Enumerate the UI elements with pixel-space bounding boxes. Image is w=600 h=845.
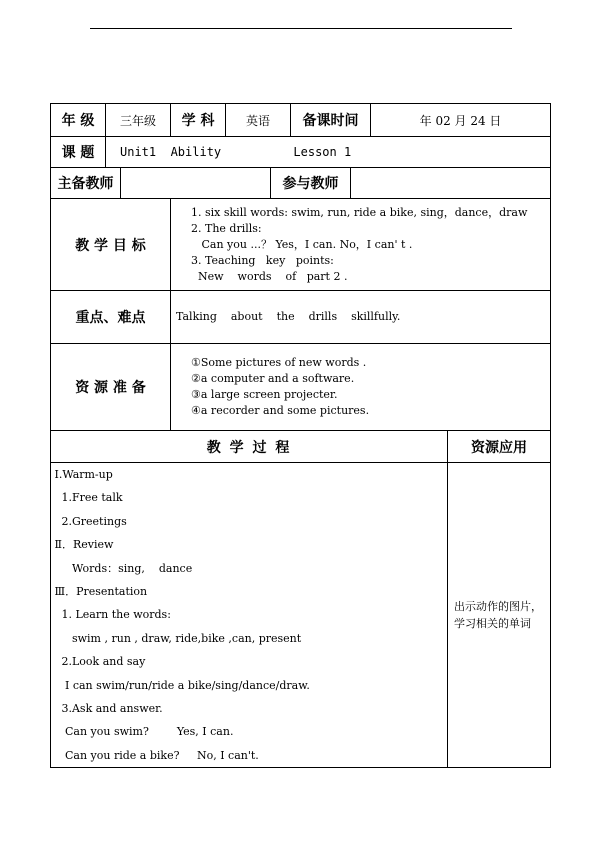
resource-line: ②a computer and a software. bbox=[191, 372, 355, 385]
resource-note-line: 学习相关的单词 bbox=[454, 617, 532, 631]
process-line: 2.Look and say bbox=[51, 655, 146, 669]
row-process-header bbox=[51, 431, 551, 463]
process-line: swim , run , draw, ride,bike ,can, present bbox=[51, 631, 302, 645]
objectives-content bbox=[171, 199, 551, 291]
process-line: 1.Free talk bbox=[51, 491, 123, 505]
process-content bbox=[51, 463, 448, 768]
process-line: 1. Learn the words: bbox=[51, 608, 171, 622]
process-line: 2.Greetings bbox=[51, 514, 127, 528]
process-line: Ⅰ.Warm-up bbox=[51, 468, 113, 481]
process-line: Ⅲ．Presentation bbox=[51, 584, 148, 598]
row-process-body bbox=[51, 463, 551, 768]
process-line: Words：sing, dance bbox=[51, 561, 193, 575]
resources-content bbox=[171, 344, 551, 431]
resource-line: ①Some pictures of new words . bbox=[191, 356, 367, 369]
objectives-label: 教 学 目 标 bbox=[51, 199, 171, 291]
topic-value: Unit1 Ability Lesson 1 bbox=[106, 137, 551, 168]
objective-line: New words of part 2 . bbox=[191, 269, 348, 283]
main-teacher-value bbox=[121, 168, 271, 199]
process-line: I can swim/run/ride a bike/sing/dance/draw. bbox=[51, 678, 310, 692]
process-line: Ⅱ．Review bbox=[51, 538, 114, 552]
grade-label: 年 级 bbox=[51, 104, 106, 137]
topic-label: 课 题 bbox=[51, 137, 106, 168]
resource-note-line: 出示动作的图片， bbox=[454, 600, 543, 614]
prep-time-value: 年 02 月 24 日 bbox=[371, 104, 551, 137]
prep-time-label: 备课时间 bbox=[291, 104, 371, 137]
co-teacher-label: 参与教师 bbox=[271, 168, 351, 199]
lesson-plan-table bbox=[50, 103, 551, 768]
row-topic bbox=[51, 137, 551, 168]
subject-label: 学 科 bbox=[171, 104, 226, 137]
header-rule bbox=[90, 28, 512, 29]
key-points-label: 重点、难点 bbox=[51, 291, 171, 344]
resource-line: ④a recorder and some pictures. bbox=[191, 404, 370, 417]
objective-line: 1. six skill words: swim, run, ride a bike, sing，dance，draw bbox=[191, 205, 528, 219]
process-line: Can you swim? Yes, I can. bbox=[51, 725, 234, 739]
resource-note bbox=[448, 463, 551, 768]
objective-line: 2. The drills: bbox=[191, 221, 262, 235]
resource-use-header: 资源应用 bbox=[448, 431, 551, 463]
row-resources bbox=[51, 344, 551, 431]
row-objectives bbox=[51, 199, 551, 291]
row-basic-info bbox=[51, 104, 551, 137]
objective-line: 3. Teaching key points: bbox=[191, 253, 334, 267]
main-teacher-label: 主备教师 bbox=[51, 168, 121, 199]
row-teachers bbox=[51, 168, 551, 199]
objective-line: Can you ...？ Yes，I can. No，I can' t . bbox=[191, 237, 413, 251]
key-points-text: Talking about the drills skillfully. bbox=[171, 291, 551, 344]
process-line: Can you ride a bike? No, I can't. bbox=[51, 748, 259, 762]
co-teacher-value bbox=[351, 168, 551, 199]
resource-line: ③a large screen projecter. bbox=[191, 388, 338, 401]
resources-label: 资 源 准 备 bbox=[51, 344, 171, 431]
row-key-points bbox=[51, 291, 551, 344]
process-line: 3.Ask and answer. bbox=[51, 701, 163, 715]
grade-value: 三年级 bbox=[106, 104, 171, 137]
process-header: 教 学 过 程 bbox=[51, 431, 448, 463]
subject-value: 英语 bbox=[226, 104, 291, 137]
